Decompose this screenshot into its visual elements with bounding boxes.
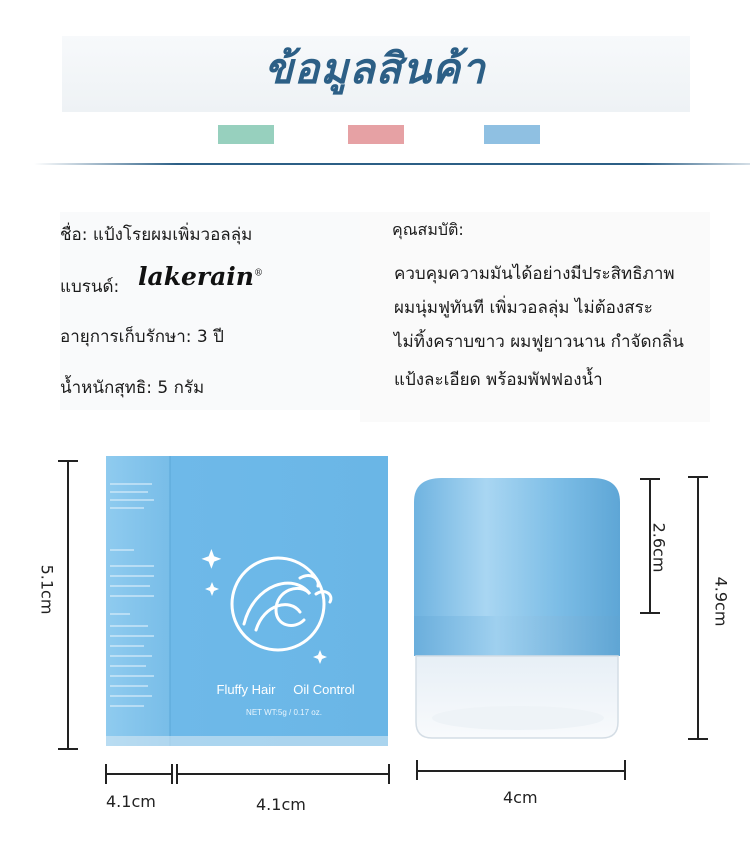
color-swatch-blue <box>484 125 540 144</box>
dim-cap <box>640 612 660 614</box>
dim-line-jar-height <box>697 476 699 740</box>
net-weight: น้ำหนักสุทธิ: 5 กรัม <box>60 378 205 398</box>
dim-cap <box>171 764 173 784</box>
box-label-left: Fluffy Hair <box>216 682 276 697</box>
shelf-life: อายุการเก็บรักษา: 3 ปี <box>60 327 224 347</box>
dim-label-jar-width: 4cm <box>503 788 538 807</box>
feature-line: ควบคุมความมันได้อย่างมีประสิทธิภาพ <box>394 264 675 284</box>
dim-cap <box>624 760 626 780</box>
features-heading: คุณสมบัติ: <box>392 220 464 239</box>
product-box <box>104 454 394 750</box>
dim-cap <box>176 764 178 784</box>
dim-cap <box>688 738 708 740</box>
feature-line: แป้งละเอียด พร้อมพัฟฟองน้ำ <box>394 370 603 390</box>
dim-label-cap-height: 2.6cm <box>649 522 669 573</box>
box-label-right: Oil Control <box>293 682 355 697</box>
brand-logo: lakerain® <box>138 262 263 291</box>
header-divider <box>34 163 750 165</box>
dim-line-box-height <box>67 460 69 750</box>
product-name: ชื่อ: แป้งโรยผมเพิ่มวอลลุ่ม <box>60 225 253 245</box>
page-title: ข้อมูลสินค้า <box>264 44 486 93</box>
product-jar <box>408 472 632 740</box>
dim-label-jar-height: 4.9cm <box>711 576 731 627</box>
feature-line: ผมนุ่มฟูทันที เพิ่มวอลลุ่ม ไม่ต้องสระ <box>394 298 653 318</box>
feature-line: ไม่ทิ้งคราบขาว ผมฟูยาวนาน กำจัดกลิ่น <box>394 332 684 352</box>
dim-line-box-depth <box>106 773 172 775</box>
box-net-weight: NET WT:5g / 0.17 oz. <box>246 708 322 717</box>
dim-cap <box>640 478 660 480</box>
dim-label-box-depth: 4.1cm <box>106 792 156 811</box>
dim-cap <box>388 764 390 784</box>
dim-cap <box>416 760 418 780</box>
dim-cap <box>105 764 107 784</box>
dim-cap <box>58 460 78 462</box>
color-swatch-green <box>218 125 274 144</box>
brand-label: แบรนด์: <box>60 277 120 297</box>
dim-label-box-width: 4.1cm <box>256 795 306 814</box>
dim-label-box-height: 5.1cm <box>37 564 57 615</box>
dim-cap <box>688 476 708 478</box>
color-swatch-pink <box>348 125 404 144</box>
dim-line-jar-width <box>417 770 625 772</box>
dim-line-box-width <box>176 773 390 775</box>
dim-cap <box>58 748 78 750</box>
